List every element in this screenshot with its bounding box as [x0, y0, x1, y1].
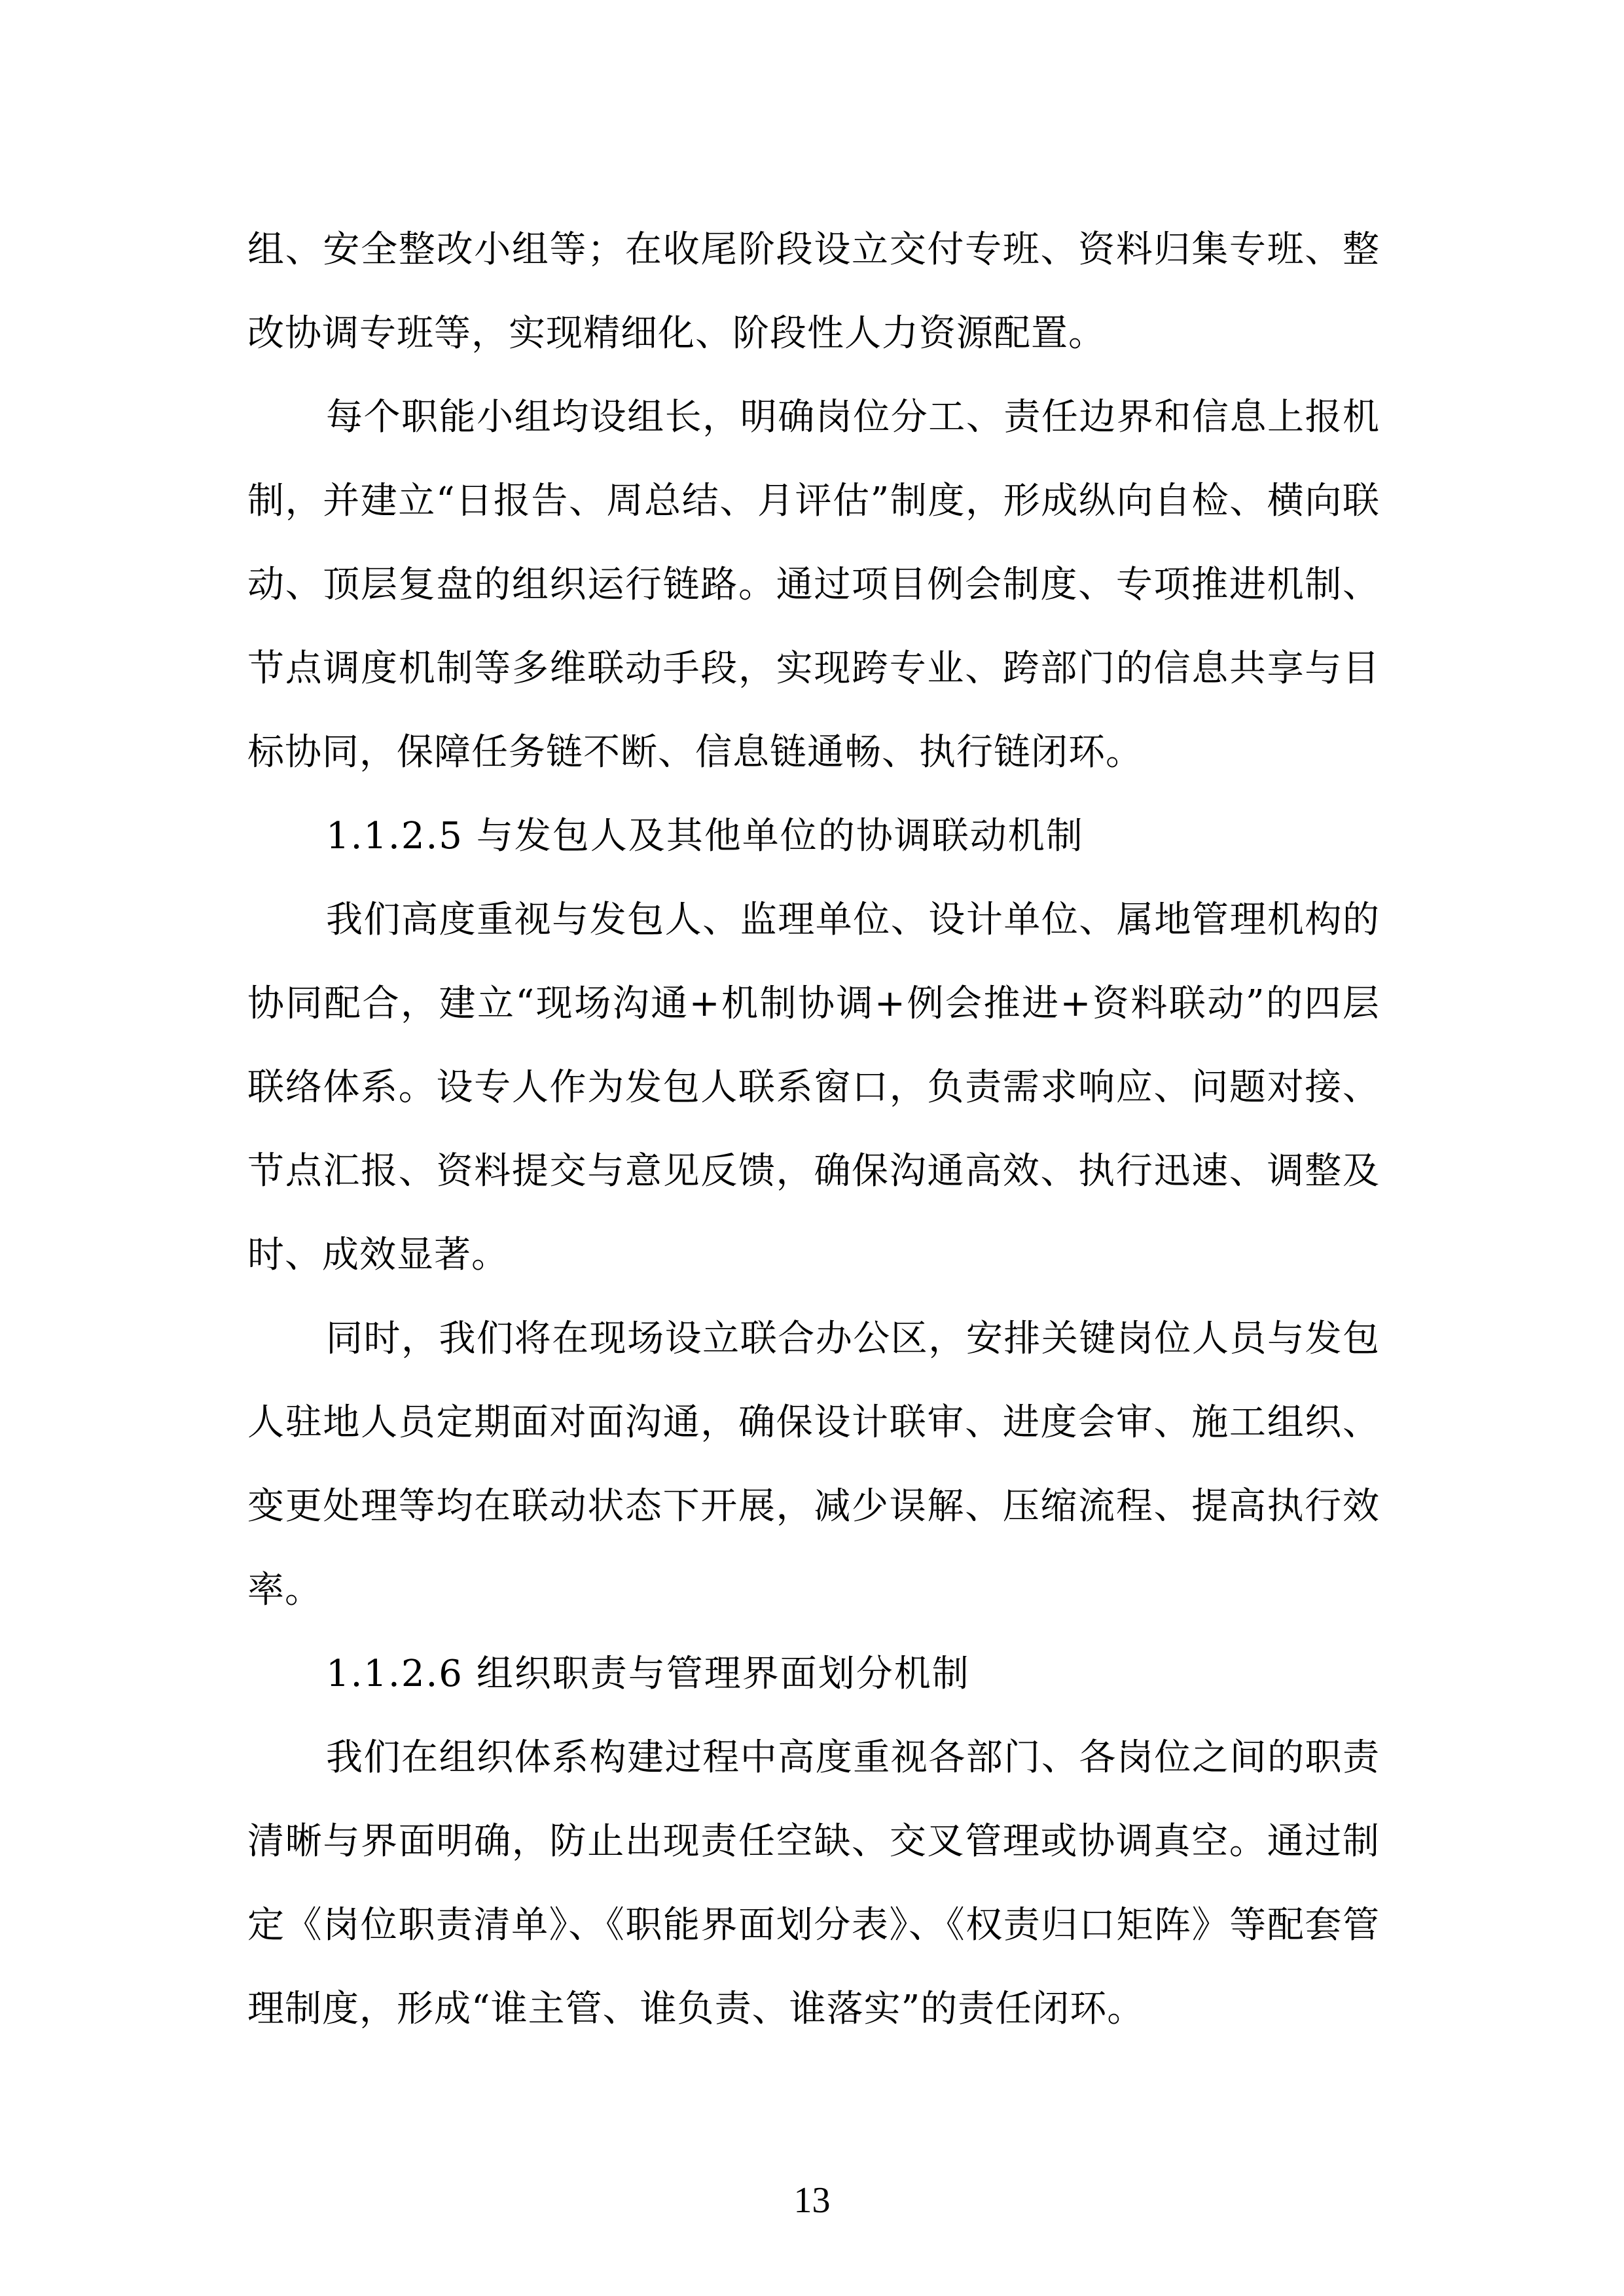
body-text	[247, 208, 1380, 2051]
paragraph-continuation: 组、安全整改小组等；在收尾阶段设立交付专班、资料归集专班、整改协调专班等，实现精细化、阶段性人力资源配置。	[247, 228, 1380, 355]
paragraph-coordination: 我们高度重视与发包人、监理单位、设计单位、属地管理机构的协同配合，建立“现场沟通+机制协调+例会推进+资料联动”的四层联络体系。设专人作为发包人联系窗口，负责需求响应、问题对接、节点汇报、资料提交与意见反馈，确保沟通高效、执行迅速、调整及时、成效显著。	[247, 899, 1380, 1276]
paragraph-group-leader: 每个职能小组均设组长，明确岗位分工、责任边界和信息上报机制，并建立“日报告、周总结、月评估”制度，形成纵向自检、横向联动、顶层复盘的组织运行链路。通过项目例会制度、专项推进机制、节点调度机制等多维联动手段，实现跨专业、跨部门的信息共享与目标协同，保障任务链不断、信息链通畅、执行链闭环。	[247, 396, 1380, 774]
section-heading-1-1-2-5: 1.1.2.5 与发包人及其他单位的协调联动机制	[326, 815, 1084, 857]
section-heading-1-1-2-6: 1.1.2.6 组织职责与管理界面划分机制	[326, 1653, 970, 1695]
paragraph-responsibilities: 我们在组织体系构建过程中高度重视各部门、各岗位之间的职责清晰与界面明确，防止出现责任空缺、交叉管理或协调真空。通过制定《岗位职责清单》、《职能界面划分表》、《权责归口矩阵》等配套管理制度，形成“谁主管、谁负责、谁落实”的责任闭环。	[247, 1736, 1380, 2030]
paragraph-joint-office: 同时，我们将在现场设立联合办公区，安排关键岗位人员与发包人驻地人员定期面对面沟通，确保设计联审、进度会审、施工组织、变更处理等均在联动状态下开展，减少误解、压缩流程、提高执行效率。	[247, 1318, 1380, 1611]
page-number: 13	[793, 2180, 831, 2221]
